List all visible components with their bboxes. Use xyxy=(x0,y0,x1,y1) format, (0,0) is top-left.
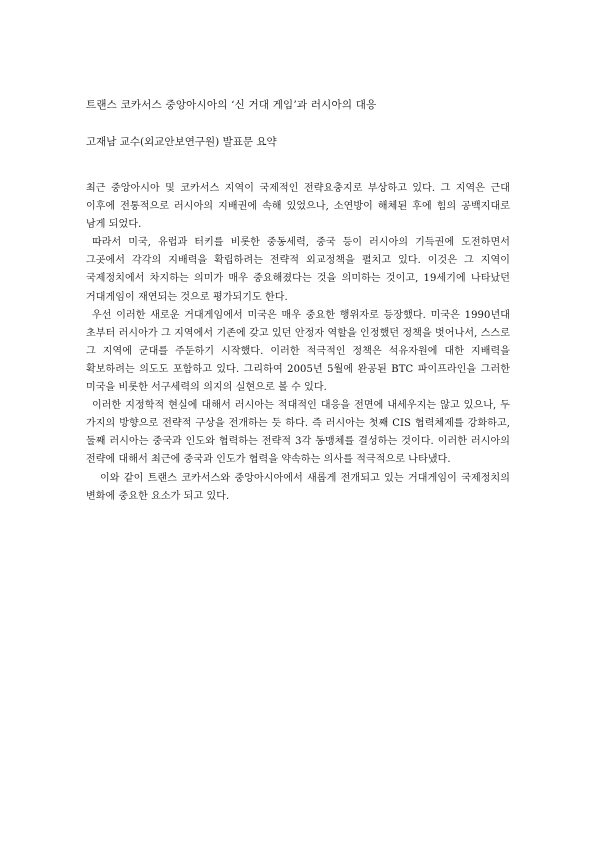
document-title: 트랜스 코카서스 중앙아시아의 ‘신 거대 게임’과 러시아의 대응 xyxy=(86,99,377,111)
paragraph: 우선 이러한 새로운 거대게임에서 미국은 매우 중요한 행위자로 등장했다. 미국은 1990년대 초부터 러시아가 그 지역에서 기존에 갖고 있던 안정자 역할을 인정했던 정책을 벗어나서, 스스로 그 지역에 군대를 주둔하기 시작했다. 이러한 적극적인 정책은 석유자원에 대한 지배력을 확보하려는 의도도 포함하고 있다. 그리하여 2005년 5월에 완공된 BTC 파이프라인을 그러한 미국을 비롯한 서구세력의 의지의 실현으로 볼 수 있다. xyxy=(86,309,510,394)
paragraph: 따라서 미국, 유럽과 터키를 비롯한 중동세력, 중국 등이 러시아의 기득권에 도전하면서 그곳에서 각각의 지배력을 확립하려는 전략적 외교정책을 펼치고 있다. 이것은 그 지역이 국제정치에서 차지하는 의미가 매우 중요해졌다는 것을 의미하는 것이고, 19세기에 나타났던 거대게임이 재연되는 것으로 평가되기도 한다. xyxy=(86,237,510,303)
paragraph: 최근 중앙아시아 및 코카서스 지역이 국제적인 전략요충지로 부상하고 있다. 그 지역은 근대 이후에 전통적으로 러시아의 지배권에 속해 있었으나, 소연방이 해체된 후에 힘의 공백지대로 남게 되었다. xyxy=(86,183,510,231)
paragraph: 이러한 지정학적 현실에 대해서 러시아는 적대적인 대응을 전면에 내세우지는 않고 있으나, 두 가지의 방향으로 전략적 구상을 전개하는 듯 하다. 즉 러시아는 첫째 CIS 협력체제를 강화하고, 둘째 러시아는 중국과 인도와 협력하는 전략적 3각 동맹체를 결성하는 것이다. 이러한 러시아의 전략에 대해서 최근에 중국과 인도가 협력을 약속하는 의사를 적극적으로 나타냈다. xyxy=(86,400,510,466)
document-subtitle: 고재남 교수(외교안보연구원) 발표문 요약 xyxy=(86,136,277,148)
document-body xyxy=(86,180,510,506)
paragraph: 이와 같이 트랜스 코카서스와 중앙아시아에서 새롭게 전개되고 있는 거대게임이 국제정치의 변화에 중요한 요소가 되고 있다. xyxy=(86,472,510,502)
